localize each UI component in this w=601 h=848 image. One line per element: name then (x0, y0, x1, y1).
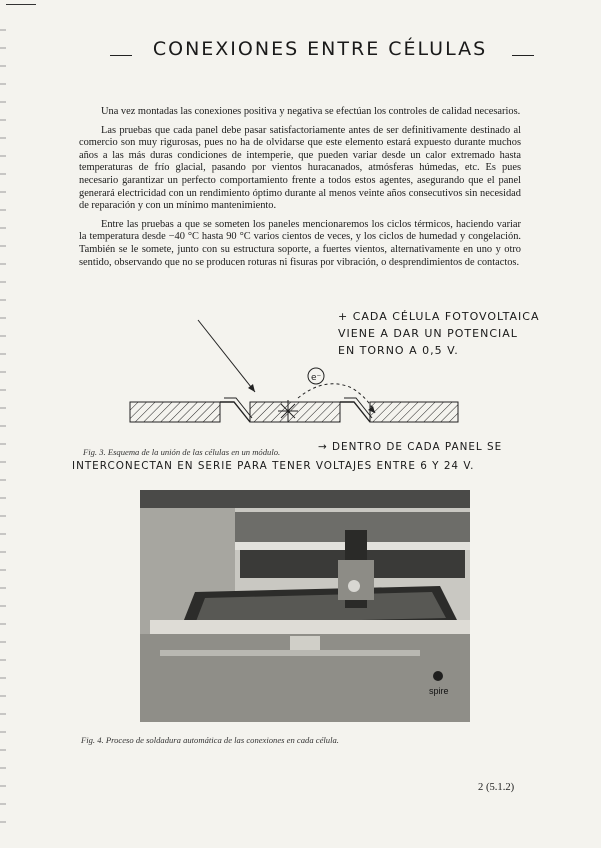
electron-label: e⁻ (311, 373, 322, 383)
fig3-pointer-line (198, 320, 255, 392)
handwritten-title: CONEXIONES ENTRE CÉLULAS (152, 38, 488, 60)
note-line: EN TORNO A 0,5 V. (338, 344, 459, 357)
paragraph-3: Entre las pruebas a que se someten los paneles mencionaremos los ciclos térmicos, haciendo variar la temperatura desde −40 °C hasta 90 °C varios cientos de veces, y los ciclos de humedad y congelación. También se le somete, junto con su estructura soporte, a fuertes vientos, alternativamente en uno y otro sentido, observando que no se producen roturas ni fisuras por vibración, o desprendimientos de contactos. (79, 218, 521, 268)
fig3-caption: Fig. 3. Esquema de la unión de las células en un módulo. (83, 447, 281, 457)
fig3-interconnect-strip (340, 402, 370, 422)
body-text (79, 106, 521, 275)
fig3-cell-junction-diagram (120, 318, 465, 438)
handwritten-note-panel: INTERCONECTAN EN SERIE PARA TENER VOLTAJES ENTRE 6 Y 24 V. (72, 460, 475, 472)
paragraph-2: Las pruebas que cada panel debe pasar satisfactoriamente antes de ser definitivamente destinado al comercio son muy rigurosas, pues no ha de olvidarse que este elemento estará expuesto durante muchos años a las más duras condiciones de intemperie, que pueden variar desde un calor extremado hasta temperaturas de frío glacial, pasando por vientos huracanados, atmósferas húmedas, etc. Es pues necesario garantizar un perfecto comportamiento frente a todos estos agentes, asegurando que el panel generará electricidad con un rendimiento óptimo durante al menos veinte años consecutivos sin necesidad de reparación y con un mínimo mantenimiento. (79, 124, 521, 212)
paragraph-1: Una vez montadas las conexiones positiva y negativa se efectúan los controles de calidad necesarios. (101, 106, 521, 117)
fig3-interconnect-strip (220, 402, 250, 422)
title-dash-right (512, 55, 534, 56)
margin-ticks (0, 0, 10, 848)
fig4-caption: Fig. 4. Proceso de soldadura automática de las conexiones en cada célula. (81, 735, 339, 745)
handwritten-note-panel: → DENTRO DE CADA PANEL SE (318, 441, 503, 453)
fig3-cell-center (250, 402, 340, 422)
fig3-cell-right (370, 402, 458, 422)
page-number: 2 (5.1.2) (478, 782, 515, 793)
photo-brand-label: spire (429, 686, 449, 696)
fig3-cell-left (130, 402, 220, 422)
fig4-soldering-machine-photo (140, 490, 470, 722)
top-rule (6, 4, 36, 5)
note-line: VIENE A DAR UN POTENCIAL (338, 327, 518, 340)
note-line: + CADA CÉLULA FOTOVOLTAICA (338, 310, 540, 323)
